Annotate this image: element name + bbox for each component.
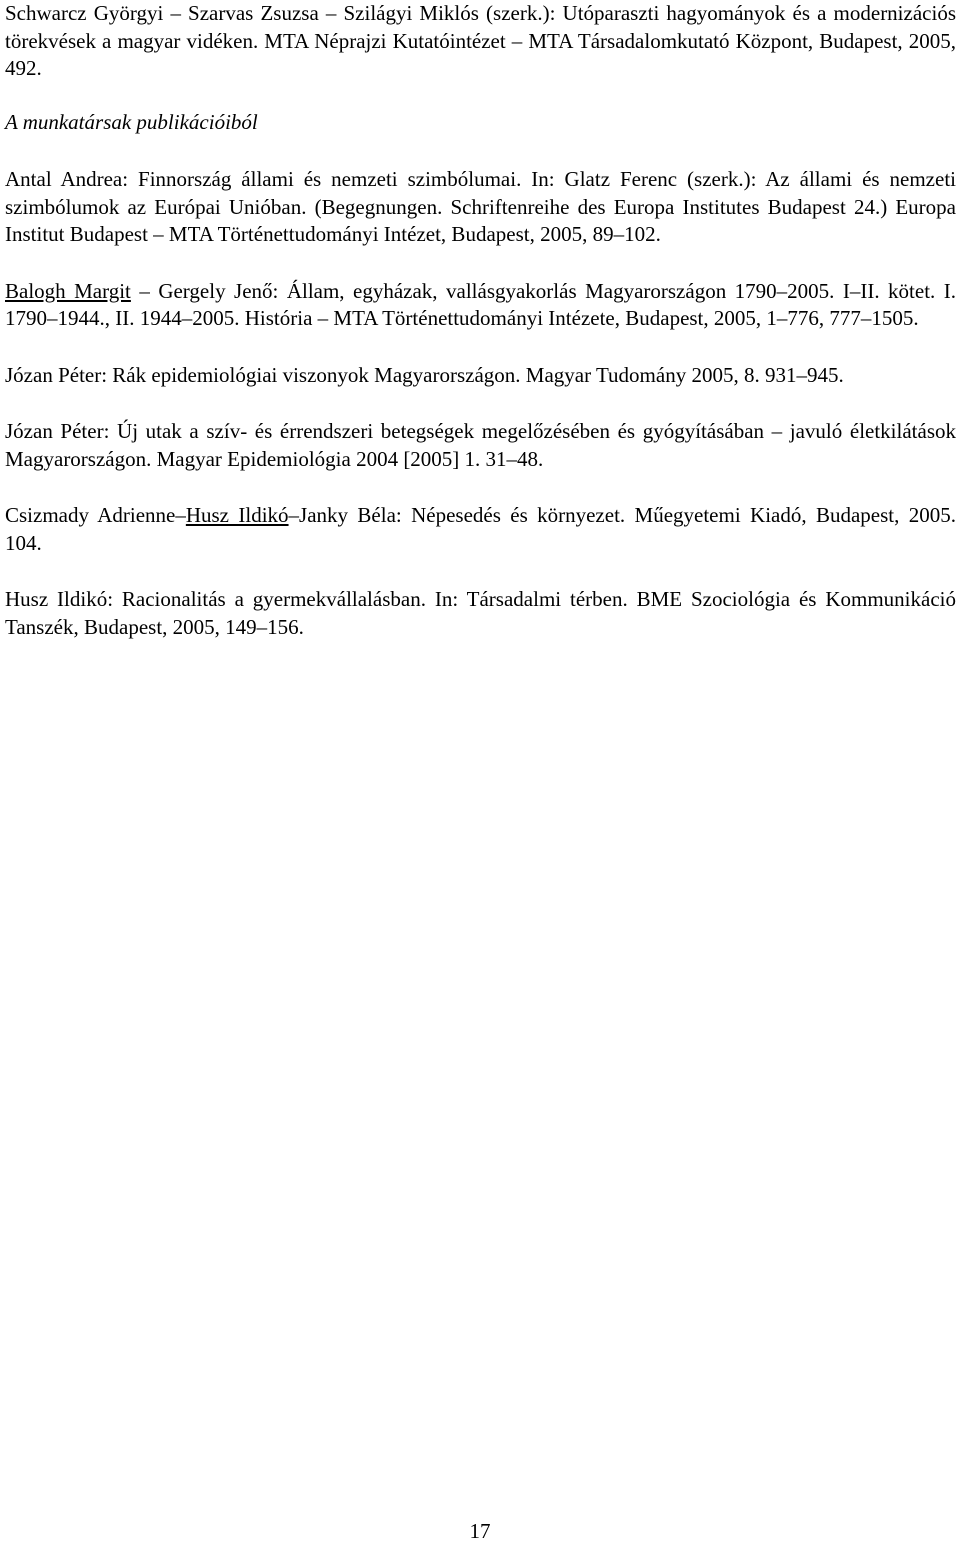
reference-before: Csizmady Adrienne– [5, 503, 186, 527]
reference-entry-jozan-2: Józan Péter: Új utak a szív- és érrendszeri betegségek megelőzésében és gyógyításában – javuló életkilátások Magyarországon. Magyar Epidemiológia 2004 [2005] 1. 31–48. [5, 419, 956, 471]
reference-entry-balogh [5, 278, 956, 333]
reference-after: –Janky Béla: Népesedés és környezet. Műegyetemi Kiadó, Budapest, 2005. 104. [5, 503, 956, 555]
page-number: 17 [469, 1519, 491, 1543]
document-page [5, 0, 956, 641]
reference-entry-schwarcz: Schwarcz Györgyi – Szarvas Zsuzsa – Szilágyi Miklós (szerk.): Utóparaszti hagyományok és a modernizációs törekvések a magyar vidéken. MTA Néprajzi Kutatóintézet – MTA Társadalomkutató Központ, Budapest, 2005, 492. [5, 1, 956, 80]
reference-entry-antal: Antal Andrea: Finnország állami és nemzeti szimbólumai. In: Glatz Ferenc (szerk.): Az állami és nemzeti szimbólumok az Európai Unióban. (Begegnungen. Schriftenreihe des Europa Institutes Budapest 24.) Europa Institut Budapest – MTA Történettudományi Intézet, Budapest, 2005, 89–102. [5, 167, 956, 246]
reference-entry-csizmady [5, 502, 956, 557]
reference-entry-jozan-1: Józan Péter: Rák epidemiológiai viszonyok Magyarországon. Magyar Tudomány 2005, 8. 931–945. [5, 362, 844, 387]
underlined-author: Husz Ildikó [185, 503, 289, 527]
reference-entry-husz: Husz Ildikó: Racionalitás a gyermekvállalásban. In: Társadalmi térben. BME Szociológia és Kommunikáció Tanszék, Budapest, 2005, 149–156. [5, 587, 956, 639]
section-heading: A munkatársak publikációiból [5, 109, 258, 134]
reference-rest: – Gergely Jenő: Állam, egyházak, vallásgyakorlás Magyarországon 1790–2005. I–II. kötet. I. 1790–1944., II. 1944–2005. História – MTA Történettudományi Intézete, Budapest, 2005, 1–776, 777–1505. [5, 278, 956, 330]
underlined-author: Balogh Margit [5, 278, 131, 303]
